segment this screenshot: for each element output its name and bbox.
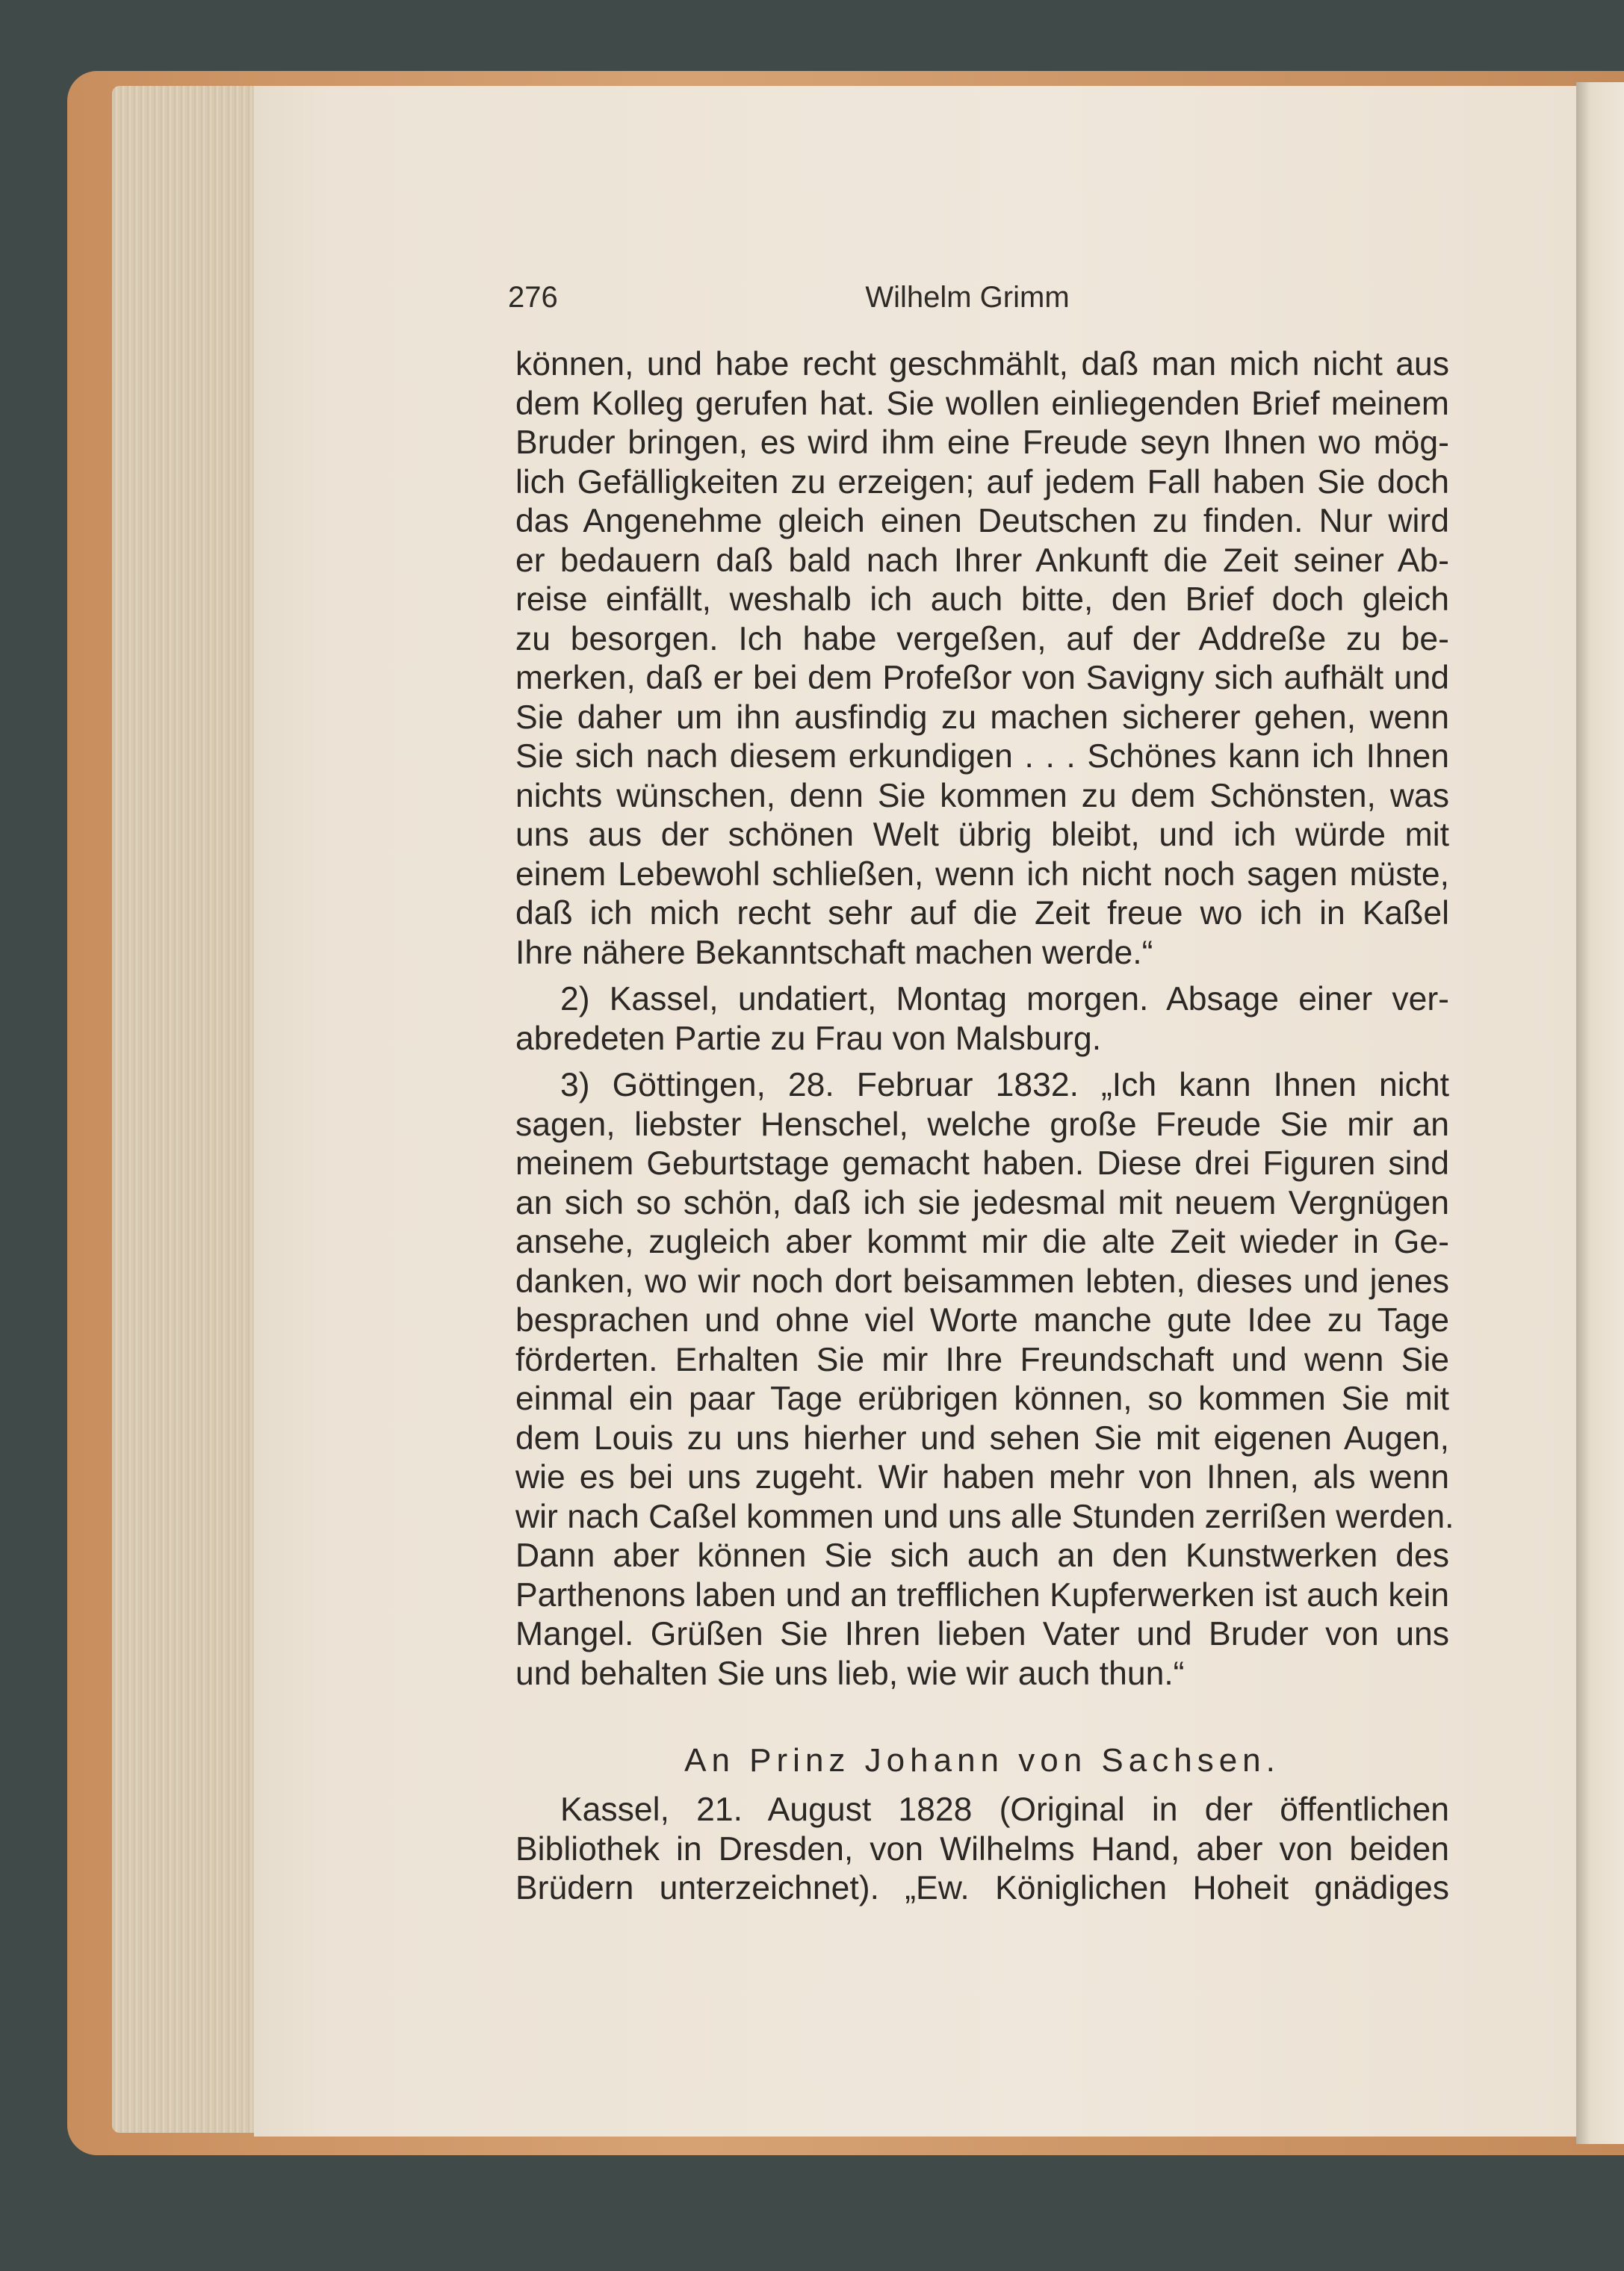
text-line: dem Louis zu uns hierher und sehen Sie mit eigenen Augen, (515, 1419, 1449, 1457)
text-line: Ihre nähere Bekanntschaft machen werde.“ (515, 934, 1153, 971)
text-line: uns aus der schönen Welt übrig bleibt, und ich würde mit (515, 817, 1449, 853)
text-line: Mangel. Grüßen Sie Ihren lieben Vater und Bruder von uns (515, 1616, 1449, 1652)
text-line: wie es bei uns zugeht. Wir haben mehr von Ihnen, als wenn (515, 1459, 1449, 1496)
text-line: 2) Kassel, undatiert, Montag morgen. Absage einer ver- (560, 981, 1449, 1017)
text-line: das Angenehme gleich einen Deutschen zu finden. Nur wird (515, 503, 1449, 539)
page-edges (112, 86, 261, 2133)
text-line: Bruder bringen, es wird ihm eine Freude seyn Ihnen wo mög- (515, 424, 1449, 461)
text-line: Brüdern unterzeichnet). „Ew. Königlichen Hoheit gnädiges (515, 1870, 1449, 1906)
section-text (515, 1791, 1449, 1909)
text-line: merken, daß er bei dem Profeßor von Savigny sich aufhält und (515, 660, 1449, 696)
page-header (508, 281, 1427, 326)
text-line: können, und habe recht geschmählt, daß man mich nicht aus (515, 346, 1449, 382)
text-line: Kassel, 21. August 1828 (Original in der öffentlichen (560, 1791, 1449, 1828)
text-line: Bibliothek in Dresden, von Wilhelms Hand, aber von beiden (515, 1830, 1449, 1868)
text-line: lich Gefälligkeiten zu erzeigen; auf jedem Fall haben Sie doch (515, 463, 1449, 501)
text-line: reise einfällt, weshalb ich auch bitte, den Brief doch gleich (515, 581, 1449, 618)
text-line: einmal ein paar Tage erübrigen können, so kommen Sie mit (515, 1381, 1449, 1417)
page-number: 276 (508, 281, 558, 314)
text-line: an sich so schön, daß ich sie jedesmal mit neuem Vergnügen (515, 1184, 1449, 1221)
text-line: sagen, liebster Henschel, welche große Freude Sie mir an (515, 1106, 1449, 1143)
letter-continuation (515, 345, 1449, 973)
entry-3 (515, 1066, 1454, 1694)
text-line: förderten. Erhalten Sie mir Ihre Freundschaft und wenn Sie (515, 1341, 1449, 1378)
text-line: Parthenons laben und an trefflichen Kupferwerken ist auch kein (515, 1576, 1449, 1614)
text-line: Sie daher um ihn ausfindig zu machen sicherer gehen, wenn (515, 698, 1449, 736)
text-line: Dann aber können Sie sich auch an den Kunstwerken des (515, 1537, 1449, 1574)
text-line: wir nach Caßel kommen und uns alle Stunden zerrißen werden. (515, 1498, 1454, 1535)
text-line: 3) Göttingen, 28. Februar 1832. „Ich kann Ihnen nicht (560, 1067, 1449, 1103)
text-line: dem Kolleg gerufen hat. Sie wollen einliegenden Brief meinem (515, 385, 1449, 422)
text-line: nichts wünschen, denn Sie kommen zu dem Schönsten, was (515, 777, 1449, 814)
text-line: er bedauern daß bald nach Ihrer Ankunft die Zeit seiner Ab- (515, 542, 1449, 579)
text-line: danken, wo wir noch dort beisammen lebten, dieses und jenes (515, 1262, 1449, 1300)
body-text (515, 345, 1454, 1909)
text-line: und behalten Sie uns lieb, wie wir auch thun.“ (515, 1655, 1185, 1692)
text-line: einem Lebewohl schließen, wenn ich nicht noch sagen müste, (515, 855, 1449, 893)
text-line: Sie sich nach diesem erkundigen . . . Schönes kann ich Ihnen (515, 738, 1449, 775)
text-line: zu besorgen. Ich habe vergeßen, auf der Addreße zu be- (515, 620, 1449, 657)
running-title: Wilhelm Grimm (865, 281, 1070, 314)
entry-2 (515, 980, 1449, 1059)
section-heading: An Prinz Johann von Sachsen. (684, 1742, 1280, 1779)
text-line: ansehe, zugleich aber kommt mir die alte Zeit wieder in Ge- (515, 1224, 1449, 1260)
text-line: meinem Geburtstage gemacht haben. Diese drei Figuren sind (515, 1145, 1449, 1182)
text-line: daß ich mich recht sehr auf die Zeit freue wo ich in Kaßel (515, 895, 1449, 932)
text-line: besprachen und ohne viel Worte manche gute Idee zu Tage (515, 1302, 1449, 1339)
text-line: abredeten Partie zu Frau von Malsburg. (515, 1020, 1102, 1057)
adjacent-page-edge (1576, 82, 1624, 2144)
